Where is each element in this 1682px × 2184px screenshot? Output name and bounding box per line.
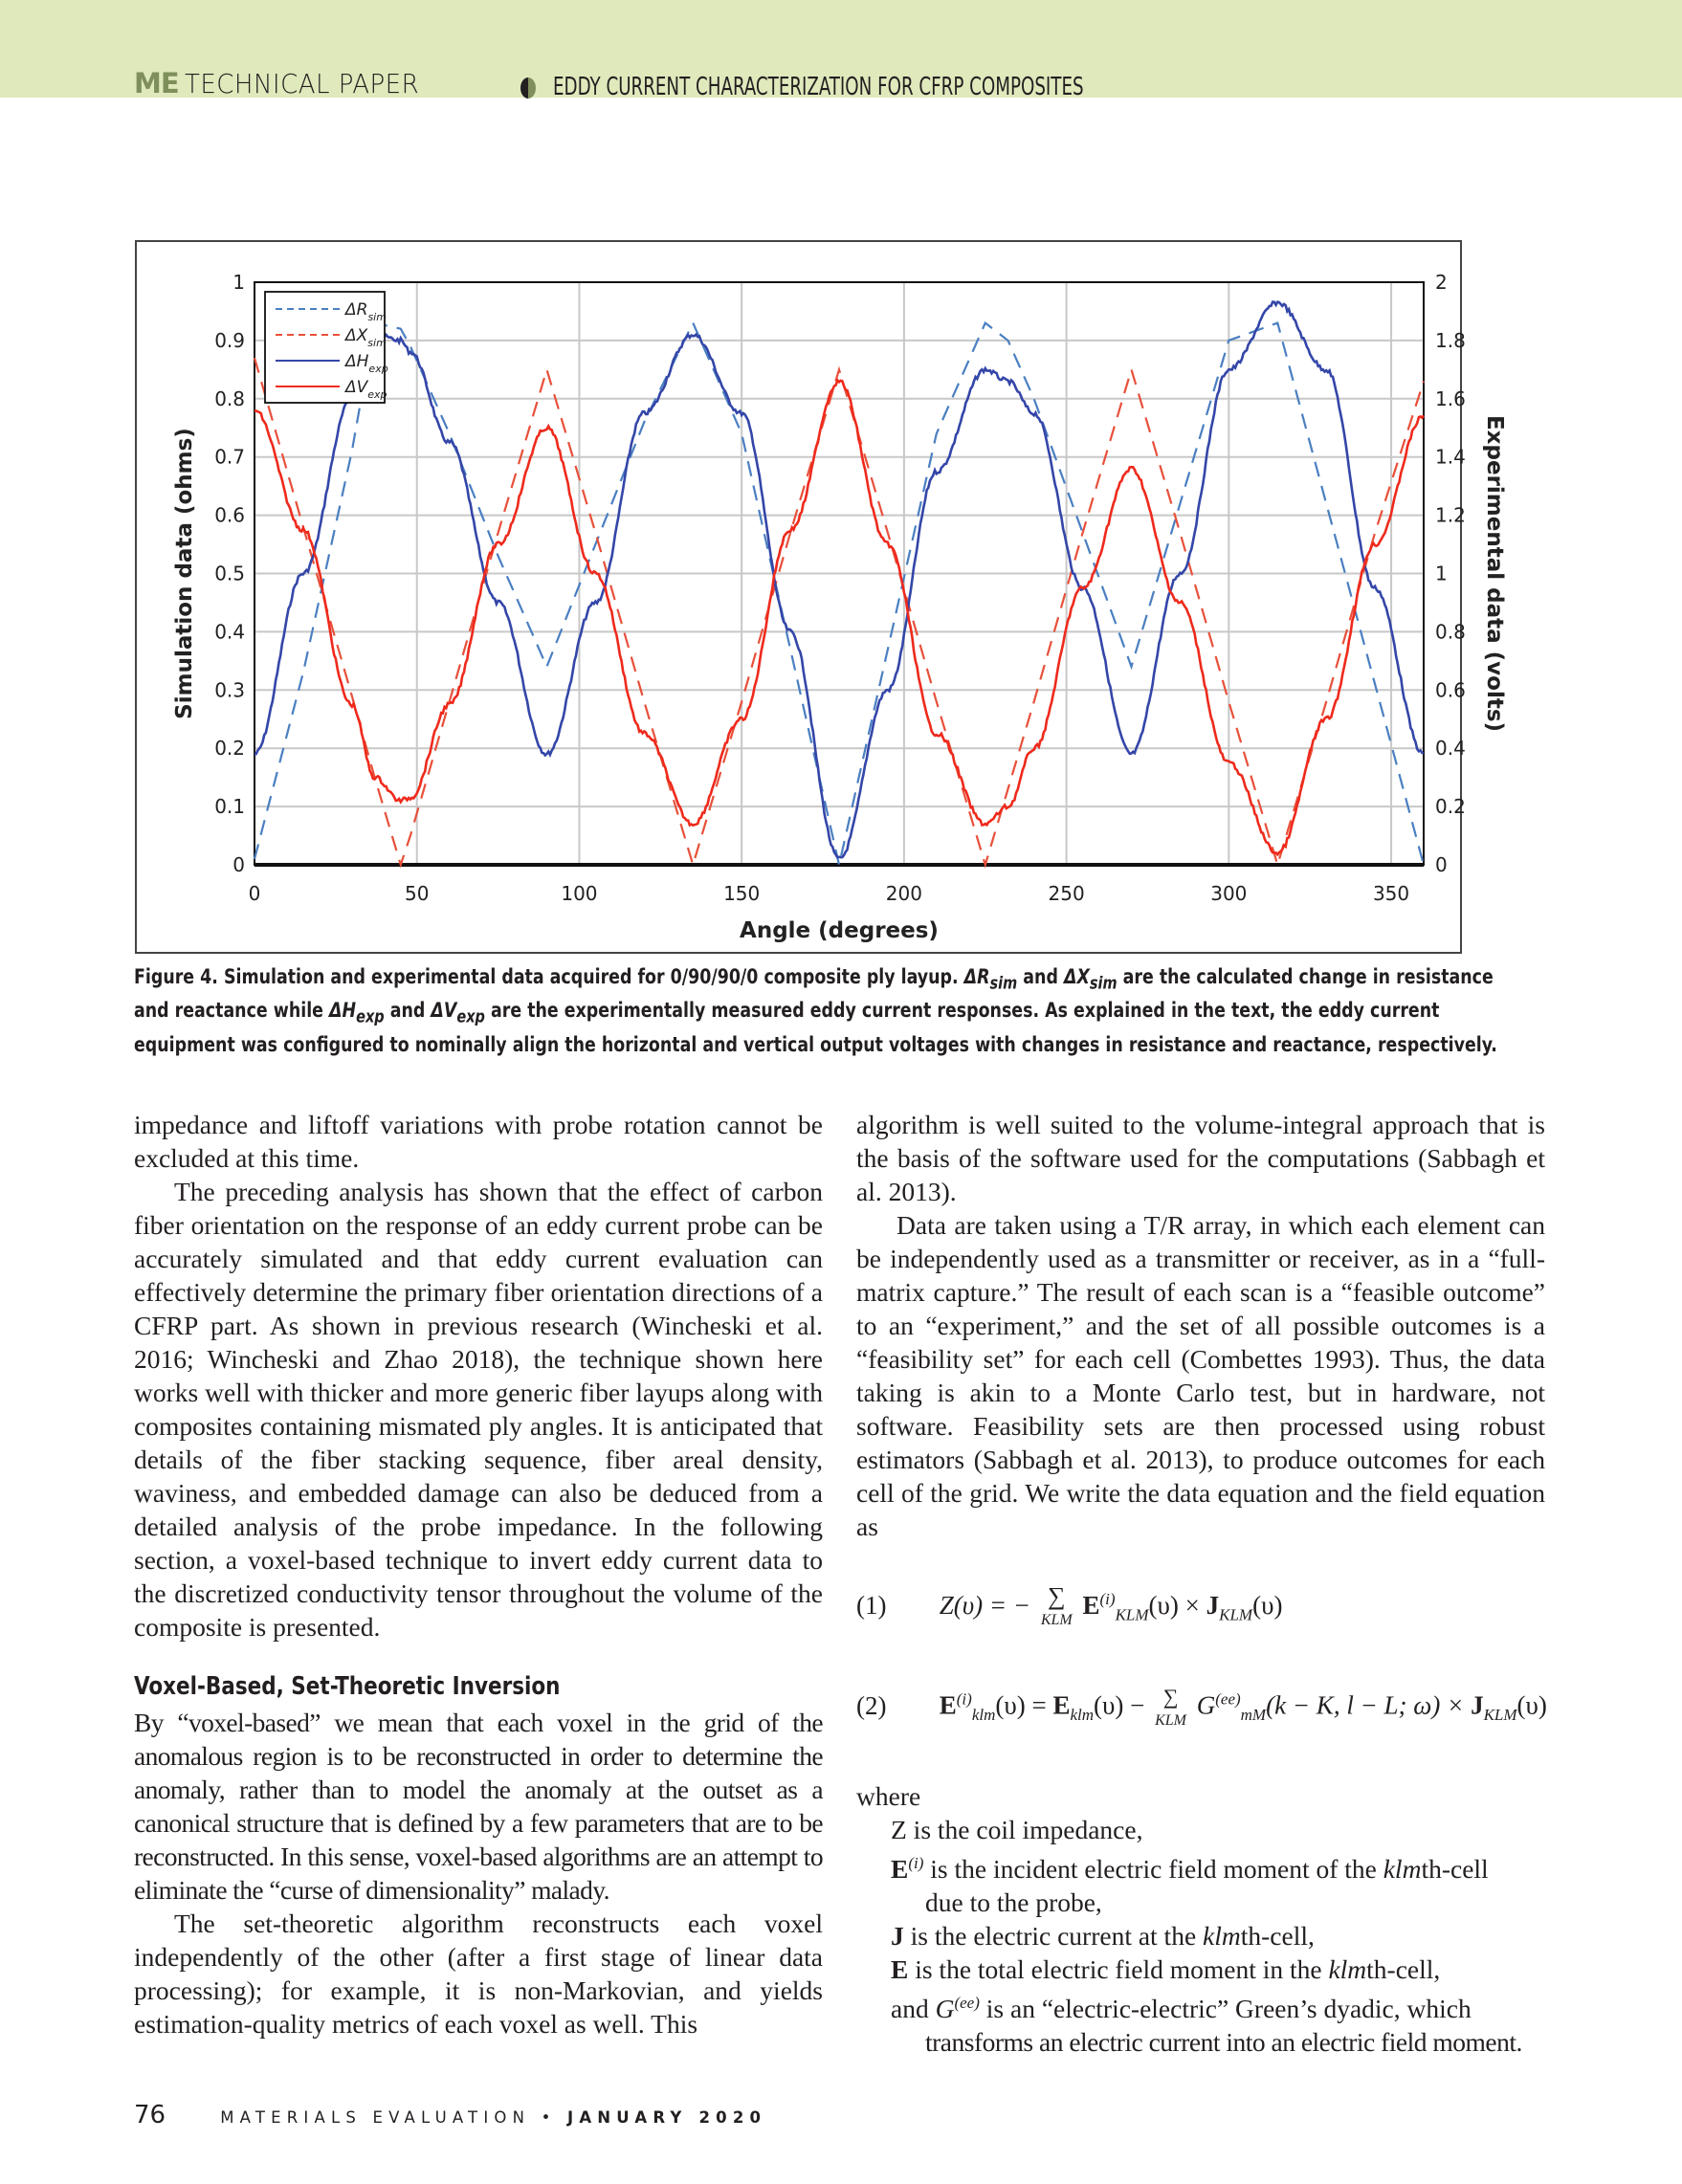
definition-text: and — [891, 1994, 936, 2024]
eq-term: Z(υ) = − — [939, 1591, 1031, 1621]
data-point — [692, 823, 694, 825]
data-point — [1130, 468, 1132, 470]
data-point — [692, 334, 694, 336]
caption-text: are the experimentally measured eddy current responses. As explained in the text, the eddy current equipment was configured to nominally align the horizontal and vertical output voltages with changes in resistance and reactance, respectively. — [134, 999, 1497, 1057]
data-point — [594, 543, 596, 545]
caption-sub: sim — [1089, 973, 1118, 994]
y-tick-label: 0.8 — [214, 386, 245, 410]
where-label: where — [856, 1781, 921, 1811]
y-tick-label: 0.5 — [214, 562, 245, 585]
data-point — [643, 421, 645, 423]
y2-tick-label: 1 — [1435, 562, 1448, 585]
data-point — [789, 630, 791, 632]
definition-item — [856, 1952, 1564, 1986]
data-point — [741, 412, 742, 414]
y2-tick-label: 1.2 — [1435, 503, 1466, 527]
data-point — [887, 689, 889, 691]
data-point — [1032, 398, 1034, 400]
data-point — [497, 555, 498, 557]
data-point — [1374, 532, 1376, 534]
eq-sup: (i) — [1099, 1590, 1116, 1609]
data-point — [985, 864, 986, 866]
data-point — [936, 733, 938, 735]
eq-term: (k − K, l − L; ω) × — [1266, 1690, 1472, 1720]
paragraph: impedance and liftoff variations with probe rotation cannot be excluded at this time. — [134, 1110, 823, 1173]
y-tick-label: 0.9 — [214, 328, 245, 352]
data-point — [1325, 718, 1327, 720]
eq-sub: KLM — [1483, 1706, 1517, 1725]
data-point — [409, 351, 411, 353]
definition-text: is the total electric field moment in the — [908, 1954, 1329, 1985]
data-point — [1374, 683, 1376, 685]
data-point — [1007, 340, 1008, 342]
x-tick-label: 200 — [885, 882, 922, 905]
definition-symbol: J — [891, 1921, 904, 1952]
data-point — [545, 753, 547, 755]
data-point — [1325, 700, 1327, 702]
y-tick-label: 0.7 — [214, 445, 245, 469]
data-point — [351, 695, 353, 696]
data-point — [838, 368, 840, 370]
data-point — [692, 864, 694, 866]
definitions-list — [856, 1779, 1564, 2059]
section-label: TECHNICAL PAPER — [184, 68, 419, 99]
definition-item — [856, 1986, 1564, 2025]
eq-sub: klm — [971, 1706, 996, 1725]
data-point — [936, 471, 938, 473]
journal-name — [220, 2108, 766, 2127]
paragraph: algorithm is well suited to the volume-integral approach that is the basis of the software used for the computations (Sabbagh et al. 2013). — [856, 1110, 1545, 1206]
data-point — [302, 529, 304, 531]
definition-item — [856, 1813, 1564, 1846]
caption-sub: sim — [989, 973, 1018, 994]
data-point — [985, 823, 986, 825]
page-number: 76 — [134, 2101, 166, 2129]
data-point — [497, 602, 498, 604]
y2-tick-label: 2 — [1435, 271, 1448, 294]
definition-symbol: E — [891, 1854, 909, 1885]
data-point — [594, 572, 596, 574]
data-point — [409, 345, 411, 347]
data-point — [1228, 340, 1229, 342]
definition-text: due to the probe, — [925, 1887, 1102, 1918]
paragraph: By “voxel-based” we mean that each voxel in the grid of the anomalous region is to be reconstructed in order to determine the anomaly, rather than to model the anomaly at the outset as a canonical structure that is defined by a few parameters that are to be reconstructed. In this sense, voxel-based algorithms are an attempt to eliminate the “curse of dimensionality” malady. — [134, 1708, 823, 1905]
data-point — [1130, 368, 1132, 370]
y-tick-label: 0.3 — [214, 678, 245, 702]
y2-tick-label: 0.6 — [1435, 678, 1466, 702]
legend-label: $\Delta R_{sim}$ — [345, 300, 387, 323]
equation-number: (1) — [856, 1591, 887, 1621]
caption-symbol: ΔV — [431, 999, 457, 1024]
data-point — [448, 703, 450, 705]
data-point — [448, 441, 450, 443]
data-point — [302, 672, 304, 673]
y-tick-label: 0.4 — [214, 620, 245, 644]
x-tick-label: 100 — [561, 882, 598, 905]
separator-dot: • — [541, 2108, 557, 2127]
eq-term: (υ) − — [1094, 1690, 1145, 1720]
y2-tick-label: 0 — [1435, 853, 1448, 876]
eq-term: J — [1206, 1591, 1220, 1621]
data-point — [1032, 747, 1034, 749]
figure-caption — [134, 963, 1512, 1059]
data-point — [1081, 587, 1083, 589]
legend-label: $\Delta H_{exp}$ — [345, 352, 388, 375]
eq-sub: mM — [1240, 1706, 1267, 1725]
y-tick-label: 0 — [232, 853, 245, 876]
definition-italic: klm — [1328, 1954, 1367, 1985]
data-point — [1374, 543, 1376, 545]
data-point — [838, 864, 840, 866]
x-axis-title: Angle (degrees) — [740, 918, 939, 943]
data-point — [400, 864, 402, 866]
data-point — [1423, 380, 1425, 382]
caption-text: are the calculated change in resistance and reactance while — [134, 965, 1494, 1024]
caption-label: Figure 4. — [134, 965, 218, 989]
data-point — [1007, 380, 1008, 382]
legend-label: $\Delta V_{exp}$ — [345, 378, 387, 401]
issue-date: JANUARY 2020 — [566, 2108, 767, 2127]
series-line-delta-v-exp — [255, 380, 1424, 854]
data-point — [643, 733, 645, 735]
journal-title: MATERIALS EVALUATION — [220, 2108, 531, 2127]
data-point — [351, 450, 353, 452]
data-point — [741, 432, 742, 434]
data-point — [1423, 753, 1425, 755]
x-tick-label: 350 — [1372, 882, 1410, 905]
data-point — [741, 718, 742, 720]
equation-2: (2) $E^{(i)}_{klm}(\upsilon) = E_{klm}(\upsilon)$ − ∑ KLM $G^{(ee)}_{mM}(k - K$, l − L; $\omega) \times J_{KLM}(\upsilon)$ — [856, 1685, 1547, 1729]
data-point — [400, 340, 402, 342]
data-point — [1325, 368, 1327, 370]
y2-tick-label: 0.2 — [1435, 795, 1466, 819]
data-point — [1423, 864, 1425, 866]
eq-term: (υ) = — [995, 1690, 1053, 1720]
data-point — [1228, 700, 1229, 702]
x-tick-label: 50 — [404, 882, 430, 905]
data-point — [643, 412, 645, 414]
data-point — [1276, 321, 1278, 323]
definition-item — [856, 2025, 1564, 2059]
eq-term: E — [939, 1690, 957, 1720]
eq-sup: (i) — [956, 1689, 972, 1709]
eq-term: J — [1471, 1690, 1484, 1720]
data-point — [887, 648, 889, 650]
section-heading: Voxel-Based, Set-Theoretic Inversion — [134, 1672, 561, 1701]
chart — [0, 0, 1682, 957]
eq-term: (υ) — [1252, 1591, 1283, 1621]
data-point — [936, 432, 938, 434]
caption-symbol: ΔR — [963, 965, 990, 989]
data-point — [887, 532, 889, 534]
definition-item — [856, 1919, 1564, 1952]
eq-term: E — [1052, 1690, 1071, 1720]
definition-text: th-cell, — [1366, 1954, 1441, 1985]
data-point — [545, 368, 547, 370]
data-point — [789, 648, 791, 650]
data-point — [497, 532, 498, 534]
data-point — [448, 432, 450, 434]
caption-text: and — [384, 999, 432, 1024]
data-point — [400, 328, 402, 330]
data-point — [643, 700, 645, 702]
data-point — [351, 703, 353, 705]
data-point — [373, 776, 375, 778]
caption-text: and — [1017, 965, 1064, 989]
data-point — [1007, 788, 1008, 790]
eq-sub: klm — [1070, 1706, 1094, 1725]
data-point — [1032, 700, 1034, 702]
data-point — [1228, 368, 1229, 370]
data-point — [545, 666, 547, 668]
data-point — [1130, 666, 1132, 668]
data-point — [497, 543, 498, 545]
data-point — [985, 368, 986, 370]
definition-symbol: G — [935, 1994, 955, 2024]
definition-item — [856, 1886, 1564, 1919]
definition-italic: klm — [1383, 1854, 1422, 1885]
y-tick-label: 0.1 — [214, 795, 245, 819]
data-point — [1007, 805, 1008, 807]
data-point — [1179, 532, 1181, 534]
y-axis-title: Simulation data (ohms) — [172, 428, 197, 719]
caption-sub: exp — [456, 1006, 485, 1027]
eq-term: G — [1196, 1690, 1216, 1720]
definition-text: th-cell — [1421, 1854, 1489, 1885]
eq-sub: KLM — [1115, 1605, 1149, 1624]
definition-text: Z is the coil impedance, — [891, 1815, 1143, 1844]
y2-tick-label: 1.6 — [1435, 386, 1466, 410]
data-point — [409, 834, 411, 836]
y2-tick-label: 1.8 — [1435, 328, 1466, 352]
y2-axis-title: Experimental data (volts) — [1482, 414, 1507, 733]
data-point — [838, 858, 840, 860]
data-point — [741, 700, 742, 702]
eq-term: (υ) — [1516, 1690, 1547, 1720]
data-point — [1228, 761, 1229, 763]
data-point — [1374, 587, 1376, 589]
legend-label: $\Delta X_{sim}$ — [345, 326, 387, 349]
eq-sub: KLM — [1219, 1605, 1253, 1624]
paragraph: The preceding analysis has shown that the effect of carbon fiber orientation on the response of an eddy current probe can be accurately simulated and that eddy current evaluation can effectively determine the primary fiber orientation directions of a CFRP part. As shown in previous research (Wincheski et al. 2016; Wincheski and Zhao 2018), the technique shown here works well with thicker and more generic fiber layups along with composites containing mismated ply angles. It is anticipated that details of the fiber stacking sequence, fiber areal density, waviness, and embedded damage can also be deduced from a detailed analysis of the probe impedance. In the following section, a voxel-based technique to invert eddy current data to the discretized conductivity tensor throughout the volume of the composite is presented. — [134, 1177, 823, 1642]
page-footer — [134, 2101, 766, 2129]
data-point — [254, 858, 255, 860]
data-point — [1276, 864, 1278, 866]
data-point — [789, 529, 791, 531]
y-tick-label: 0.6 — [214, 503, 245, 527]
left-column — [134, 1108, 823, 2041]
data-point — [400, 800, 402, 802]
data-point — [1179, 502, 1181, 504]
definition-sup: (ee) — [954, 1994, 980, 2013]
definition-text: is the incident electric field moment of the — [923, 1854, 1383, 1885]
data-point — [254, 409, 255, 411]
data-point — [1276, 301, 1278, 303]
x-tick-label: 150 — [723, 882, 761, 905]
data-point — [887, 543, 889, 545]
definition-symbol: E — [891, 1954, 909, 1985]
series-line-delta-r-sim — [255, 323, 1424, 865]
definition-item — [856, 1846, 1564, 1886]
data-point — [838, 380, 840, 382]
eq-sum-index: KLM — [1040, 1612, 1073, 1628]
data-point — [254, 753, 255, 755]
brand-logo: ME — [134, 67, 179, 99]
right-column — [856, 1108, 1545, 1543]
paragraph: Data are taken using a T/R array, in which each element can be independently used as a transmitter or receiver, as in a “full-matrix capture.” The result of each scan is a “feasible outcome” to an “experiment,” and the set of all possible outcomes is a “feasibility set” for each cell (Combettes 1993). Thus, the data taking is akin to a Monte Carlo test, but in hardware, not software. Feasibility sets are then processed using robust estimators (Sabbagh et al. 2013), to produce outcomes for each cell of the grid. We write the data equation and the field equation as — [856, 1210, 1545, 1541]
x-tick-label: 250 — [1048, 882, 1085, 905]
paragraph: The set-theoretic algorithm reconstructs each voxel independently of the other (after a first stage of linear data processing); for example, it is non-Markovian, and yields estimation-quality metrics of each voxel as well. This — [134, 1908, 823, 2039]
eq-sum-index: KLM — [1155, 1712, 1186, 1729]
y2-tick-label: 0.4 — [1435, 737, 1466, 761]
caption-symbol: ΔX — [1063, 965, 1090, 989]
definition-sup: (i) — [908, 1854, 924, 1872]
eq-term: (υ) × — [1148, 1591, 1206, 1621]
data-point — [1179, 602, 1181, 604]
data-point — [302, 572, 304, 574]
data-point — [1081, 532, 1083, 534]
definition-text: th-cell, — [1240, 1921, 1315, 1952]
y-tick-label: 1 — [232, 271, 245, 294]
data-point — [936, 700, 938, 702]
definition-text: is an “electric-electric” Green’s dyadic, which — [979, 1994, 1472, 2024]
data-point — [594, 602, 596, 604]
definition-text: transforms an electric current into an electric field moment. — [925, 2027, 1522, 2058]
data-point — [409, 797, 411, 799]
data-point — [985, 321, 986, 323]
data-point — [1423, 415, 1425, 417]
definition-italic: klm — [1203, 1921, 1241, 1952]
eq-sup: (ee) — [1215, 1689, 1241, 1709]
data-point — [692, 321, 694, 323]
y-tick-label: 0.2 — [214, 737, 245, 761]
y2-tick-label: 1.4 — [1435, 445, 1466, 469]
eq-term: E — [1082, 1591, 1100, 1621]
x-tick-label: 0 — [248, 882, 261, 905]
caption-text: Simulation and experimental data acquired for 0/90/90/0 composite ply layup. — [217, 965, 964, 989]
caption-sub: exp — [356, 1006, 385, 1027]
series-line-delta-h-exp — [255, 302, 1424, 858]
data-point — [545, 427, 547, 429]
caption-symbol: ΔH — [329, 999, 357, 1024]
data-point — [594, 532, 596, 534]
x-tick-label: 300 — [1210, 882, 1248, 905]
definition-text: is the electric current at the — [903, 1921, 1204, 1952]
equation-number: (2) — [856, 1690, 887, 1720]
equation-1: (1) Z(υ) = − ∑ KLM $E^{(i)}_{KLM}(\upsilon) \times J_{KLM}(\upsilon)$ — [856, 1582, 1283, 1628]
series-line-delta-x-sim — [255, 358, 1424, 865]
data-point — [254, 357, 255, 359]
data-point — [1325, 502, 1327, 504]
data-point — [1032, 412, 1034, 414]
y2-tick-label: 0.8 — [1435, 620, 1466, 644]
article-title: EDDY CURRENT CHARACTERIZATION FOR CFRP COMPOSITES — [553, 73, 1084, 101]
data-point — [1179, 572, 1181, 574]
data-point — [1276, 852, 1278, 854]
data-point — [1130, 753, 1132, 755]
